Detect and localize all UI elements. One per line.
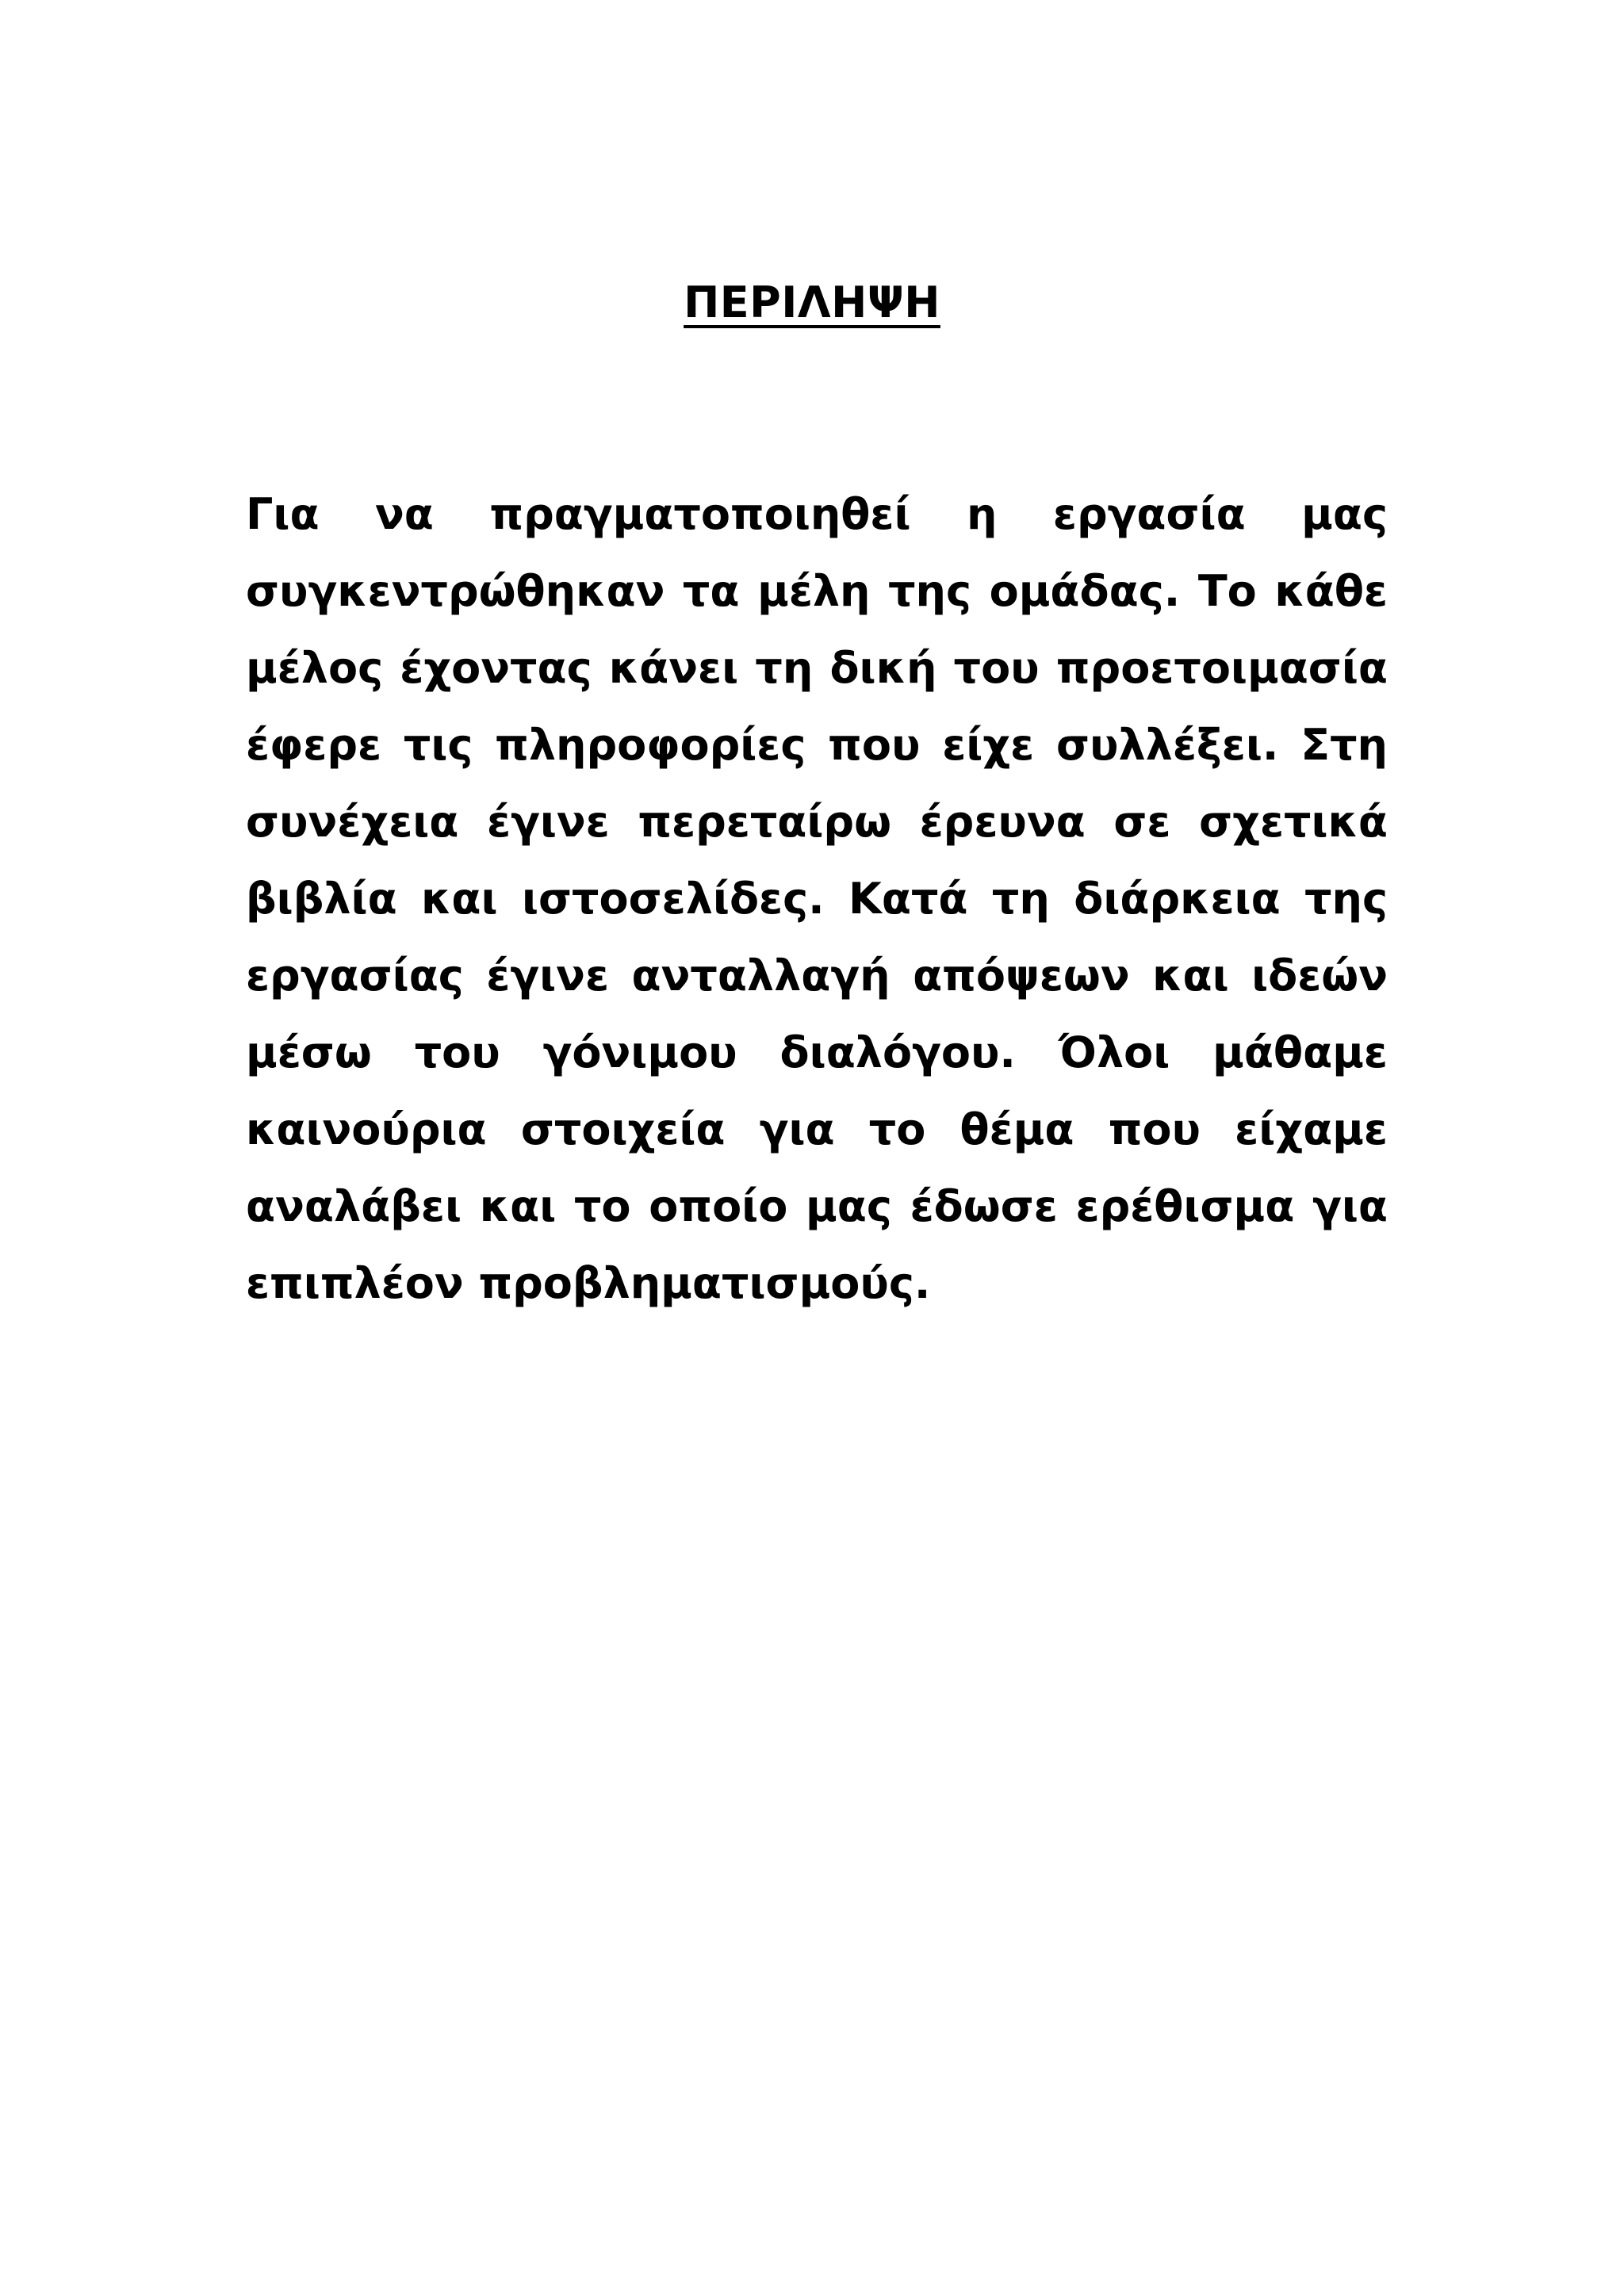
paragraph-line: μέσω του γόνιμου διαλόγου. Όλοι μάθαμε	[246, 1027, 1388, 1077]
paragraph-line: συγκεντρώθηκαν τα μέλη της ομάδας. Το κάθε	[246, 566, 1388, 616]
page-title-text: ΠΕΡΙΛΗΨΗ	[684, 277, 940, 327]
paragraph-line: βιβλία και ιστοσελίδες. Κατά τη διάρκεια της	[246, 874, 1388, 924]
paragraph-line: Για να πραγματοποιηθεί η εργασία μας	[246, 489, 1388, 539]
paragraph-line: αναλάβει και το οποίο μας έδωσε ερέθισμα για	[246, 1181, 1388, 1231]
paragraph-line: συνέχεια έγινε περεταίρω έρευνα σε σχετικά	[246, 797, 1388, 847]
summary-paragraph	[246, 476, 1388, 1322]
paragraph-line: εργασίας έγινε ανταλλαγή απόψεων και ιδεών	[246, 951, 1388, 1001]
paragraph-line: καινούρια στοιχεία για το θέμα που είχαμε	[246, 1104, 1388, 1154]
paragraph-line: έφερε τις πληροφορίες που είχε συλλέξει. Στη	[246, 720, 1388, 770]
page-title	[0, 271, 1624, 335]
paragraph-line: επιπλέον προβληματισμούς.	[246, 1258, 931, 1308]
paragraph-line: μέλος έχοντας κάνει τη δική του προετοιμασία	[246, 643, 1388, 693]
